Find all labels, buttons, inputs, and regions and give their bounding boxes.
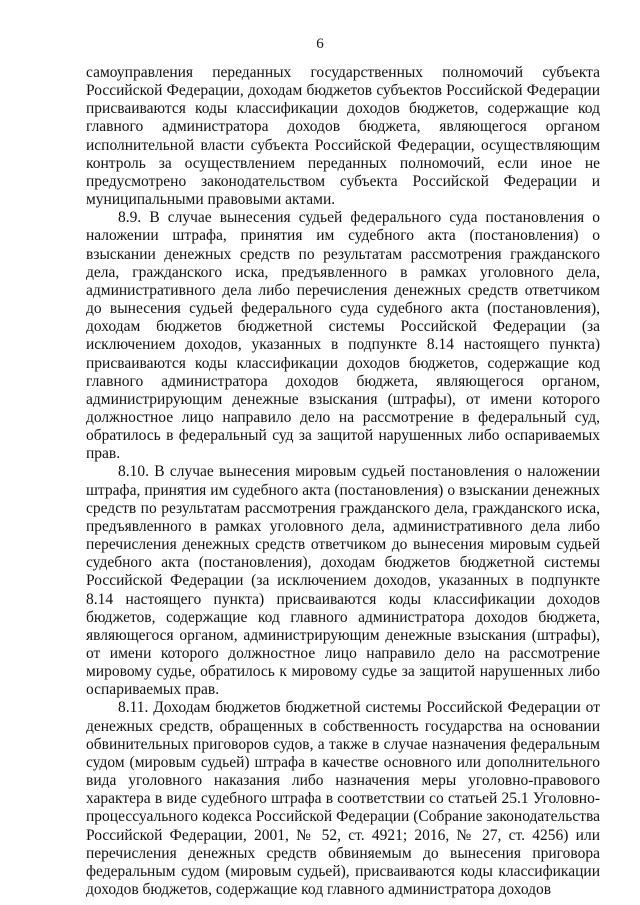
document-body [86,64,600,899]
paragraph-8-9: 8.9. В случае вынесения судьей федерального суда постановления о наложении штрафа, принятия им судебного акта (постановления) о взыскании денежных средств по результатам рассмотрения гражданского дела, гражданского иска, предъявленного в рамках уголовного дела, административного дела либо перечисления денежных средств ответчиком до вынесения судьей федерального суда судебного акта (постановления), доходам бюджетов бюджетной системы Российской Федерации (за исключением доходов, указанных в подпункте 8.14 настоящего пункта) присваиваются коды классификации доходов бюджетов, содержащие код главного администратора доходов бюджета, являющегося органом, администрирующим денежные взыскания (штрафы), от имени которого должностное лицо направило дело на рассмотрение в федеральный суд, обратилось в федеральный суд за защитой нарушенных либо оспариваемых прав. [86,209,600,463]
paragraph-8-10: 8.10. В случае вынесения мировым судьей постановления о наложении штрафа, принятия им судебного акта (постановления) о взыскании денежных средств по результатам рассмотрения гражданского дела, гражданского иска, предъявленного в рамках уголовного дела, административного дела либо перечисления денежных средств ответчиком до вынесения мировым судьей судебного акта (постановления), доходам бюджетов бюджетной системы Российской Федерации (за исключением доходов, указанных в подпункте 8.14 настоящего пункта) присваиваются коды классификации доходов бюджетов, содержащие код главного администратора доходов бюджета, являющегося органом, администрирующим денежные взыскания (штрафы), от имени которого должностное лицо направило дело на рассмотрение мировому судье, обратилось к мировому судье за защитой нарушенных либо оспариваемых прав. [86,463,600,699]
page-number: 6 [316,36,324,52]
paragraph-8-11: 8.11. Доходам бюджетов бюджетной системы Российской Федерации от денежных средств, обращенных в собственность государства на основании обвинительных приговоров судов, а также в случае назначения федеральным судом (мировым судьей) штрафа в качестве основного или дополнительного вида уголовного наказания либо назначения меры уголовно-правового характера в виде судебного штрафа в соответствии со статьей 25.1 Уголовно-процессуального кодекса Российской Федерации (Собрание законодательства Российской Федерации, 2001, № 52, ст. 4921; 2016, № 27, ст. 4256) или перечисления денежных средств обвиняемым до вынесения приговора федеральным судом (мировым судьей), присваиваются коды классификации доходов бюджетов, содержащие код главного администратора доходов [86,699,600,899]
paragraph-continuation: самоуправления переданных государственных полномочий субъекта Российской Федерации, доходам бюджетов субъектов Российской Федерации присваиваются коды классификации доходов бюджетов, содержащие код главного администратора доходов бюджета, являющегося органом исполнительной власти субъекта Российской Федерации, осуществляющим контроль за осуществлением переданных полномочий, если иное не предусмотрено законодательством субъекта Российской Федерации и муниципальными правовыми актами. [86,64,600,209]
